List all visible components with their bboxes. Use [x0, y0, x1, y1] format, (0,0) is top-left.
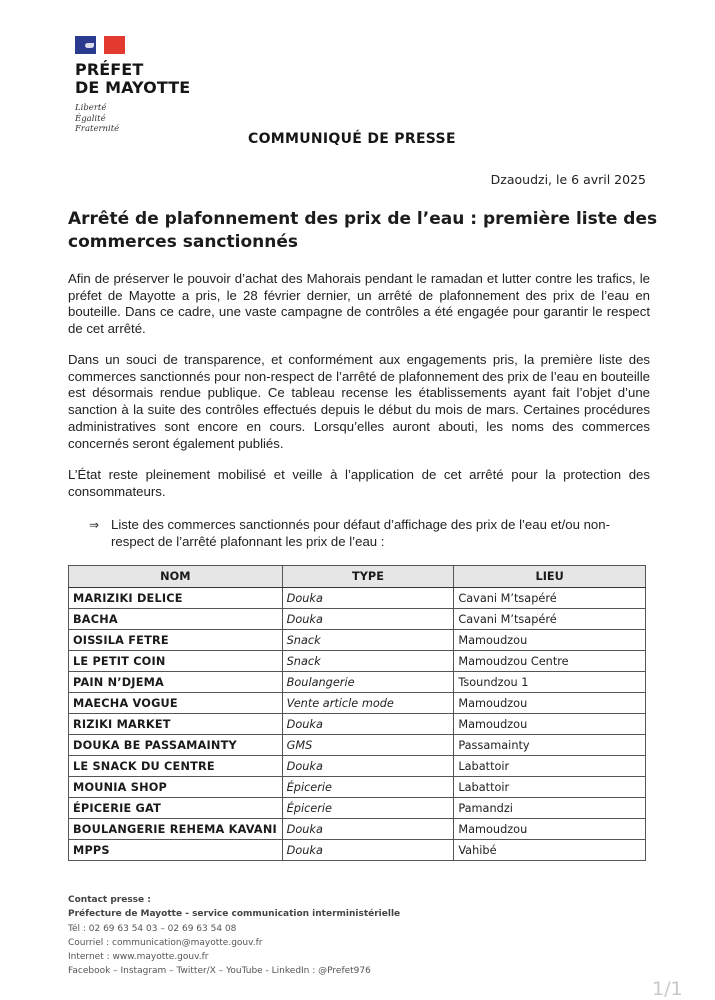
contact-website[interactable]: Internet : www.mayotte.gouv.fr	[68, 952, 209, 963]
paragraph-transparency: Dans un souci de transparence, et conformément aux engagements pris, la première liste des commerces sanctionnés pour non-respect de l’arrêté de plafonnement des prix de l’eau en bouteille est désormais rendue publique. Ce tableau recense les établissements ayant fait l’objet d’une sanction à la suite des contrôles effectués depuis le début du mois de mars. Certaines procédures administratives sont encore en cours. Lorsqu’elles auront abouti, les noms des commerces concernés seront également publiés.	[68, 352, 650, 451]
list-intro-text: Liste des commerces sanctionnés pour défaut d’affichage des prix de l’eau et/ou non-respect de l’arrêté plafonnant les prix de l’eau :	[111, 517, 610, 549]
table-row	[69, 756, 646, 777]
cell-type: Boulangerie	[282, 672, 454, 693]
table-row	[69, 609, 646, 630]
cell-nom: LE SNACK DU CENTRE	[69, 756, 283, 777]
cell-type: Douka	[282, 756, 454, 777]
contact-heading: Contact presse :	[68, 895, 151, 905]
table-row	[69, 777, 646, 798]
cell-lieu: Labattoir	[454, 756, 646, 777]
table-row	[69, 651, 646, 672]
cell-nom: DOUKA BE PASSAMAINTY	[69, 735, 283, 756]
cell-lieu: Pamandzi	[454, 798, 646, 819]
document-date: Dzaoudzi, le 6 avril 2025	[490, 172, 646, 187]
cell-type: Vente article mode	[282, 693, 454, 714]
cell-nom: LE PETIT COIN	[69, 651, 283, 672]
table-row	[69, 672, 646, 693]
contact-email[interactable]: Courriel : communication@mayotte.gouv.fr	[68, 937, 263, 948]
cell-lieu: Cavani M’tsapéré	[454, 588, 646, 609]
press-contact	[68, 893, 400, 979]
cell-type: Épicerie	[282, 777, 454, 798]
cell-lieu: Mamoudzou	[454, 819, 646, 840]
cell-nom: OISSILA FETRE	[69, 630, 283, 651]
table-row	[69, 840, 646, 861]
cell-lieu: Mamoudzou	[454, 714, 646, 735]
cell-type: Snack	[282, 651, 454, 672]
contact-phone: Tél : 02 69 63 54 03 – 02 69 63 54 08	[68, 923, 237, 934]
cell-nom: MPPS	[69, 840, 283, 861]
sanctioned-shops-table	[68, 565, 646, 861]
table-header-row	[69, 566, 646, 588]
list-intro-bullet	[89, 517, 649, 550]
column-header-nom: NOM	[69, 566, 283, 588]
document-type: COMMUNIQUÉ DE PRESSE	[248, 131, 456, 147]
cell-lieu: Cavani M’tsapéré	[454, 609, 646, 630]
cell-nom: MAECHA VOGUE	[69, 693, 283, 714]
table-row	[69, 693, 646, 714]
republic-motto: Liberté Égalité Fraternité	[75, 103, 120, 134]
cell-lieu: Mamoudzou	[454, 630, 646, 651]
contact-social: Facebook – Instagram – Twitter/X – YouTube - LinkedIn : @Prefet976	[68, 966, 371, 977]
cell-nom: PAIN N’DJEMA	[69, 672, 283, 693]
table-row	[69, 630, 646, 651]
cell-type: GMS	[282, 735, 454, 756]
cell-lieu: Labattoir	[454, 777, 646, 798]
contact-service: Préfecture de Mayotte - service communication interministérielle	[68, 909, 401, 920]
column-header-type: TYPE	[282, 566, 454, 588]
cell-nom: BOULANGERIE REHEMA KAVANI	[69, 819, 283, 840]
column-header-lieu: LIEU	[454, 566, 646, 588]
cell-nom: MARIZIKI DELICE	[69, 588, 283, 609]
cell-lieu: Passamainty	[454, 735, 646, 756]
double-arrow-icon: ⇒	[89, 518, 100, 532]
paragraph-intro: Afin de préserver le pouvoir d’achat des Mahorais pendant le ramadan et lutter contre les trafics, le préfet de Mayotte a pris, le 28 février dernier, un arrêté de plafonnement des prix de l’eau en bouteille. Dans ce cadre, une vaste campagne de contrôles a été engagée pour garantir le respect de cet arrêté.	[68, 271, 650, 337]
cell-nom: RIZIKI MARKET	[69, 714, 283, 735]
cell-type: Douka	[282, 609, 454, 630]
cell-lieu: Tsoundzou 1	[454, 672, 646, 693]
table-row	[69, 819, 646, 840]
cell-nom: BACHA	[69, 609, 283, 630]
cell-type: Épicerie	[282, 798, 454, 819]
marianne-flag-icon	[75, 36, 125, 54]
table-row	[69, 798, 646, 819]
cell-type: Snack	[282, 630, 454, 651]
cell-lieu: Mamoudzou Centre	[454, 651, 646, 672]
cell-nom: MOUNIA SHOP	[69, 777, 283, 798]
cell-nom: ÉPICERIE GAT	[69, 798, 283, 819]
prefecture-logo	[75, 36, 190, 135]
cell-type: Douka	[282, 714, 454, 735]
page-title: Arrêté de plafonnement des prix de l’eau : première liste des commerces sanctionnés	[68, 209, 658, 252]
table-row	[69, 588, 646, 609]
table-row	[69, 735, 646, 756]
cell-type: Douka	[282, 819, 454, 840]
cell-lieu: Vahibé	[454, 840, 646, 861]
institution-name: PRÉFET DE MAYOTTE	[75, 60, 191, 97]
cell-type: Douka	[282, 588, 454, 609]
paragraph-mobilisation: L’État reste pleinement mobilisé et veille à l’application de cet arrêté pour la protection des consommateurs.	[68, 467, 650, 499]
cell-lieu: Mamoudzou	[454, 693, 646, 714]
page-indicator: 1/1	[652, 978, 683, 1000]
cell-type: Douka	[282, 840, 454, 861]
table-row	[69, 714, 646, 735]
